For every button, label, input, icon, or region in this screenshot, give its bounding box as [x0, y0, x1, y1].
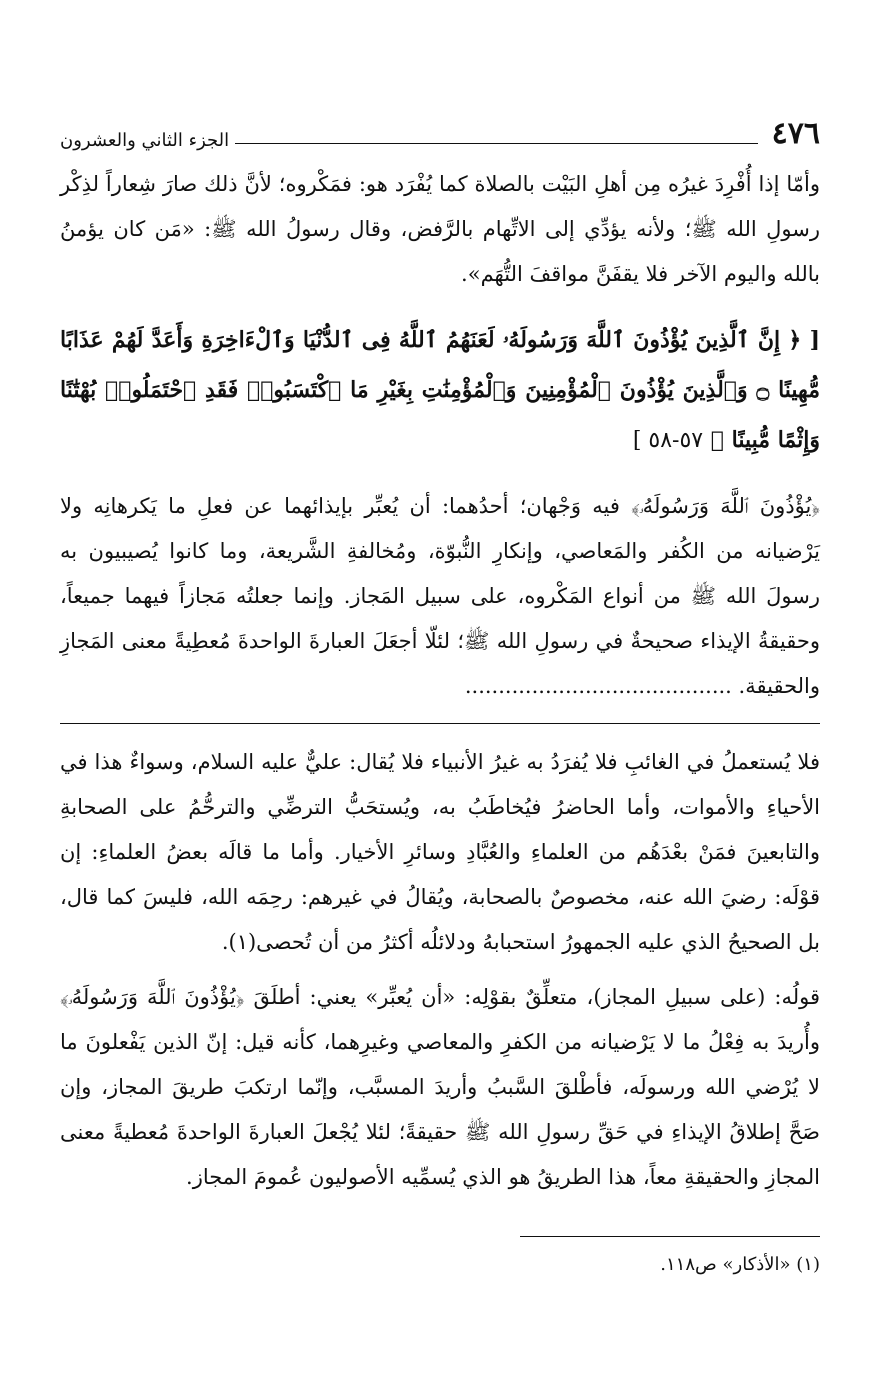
quran-verse: [ ﴿ إِنَّ ٱلَّذِينَ يُؤْذُونَ ٱللَّهَ وَرَسُولَهُۥ لَعَنَهُمُ ٱللَّهُ فِى ٱلدُّنْيَا وَٱلْءَاخِرَةِ وَأَعَدَّ لَهُمْ عَذَابًا مُّهِينًا ۝ وَٱلَّذِينَ يُؤْذُونَ ٱلْمُؤْمِنِينَ وَٱلْمُؤْمِنَٰتِ بِغَيْرِ مَا ٱكْتَسَبُوا۟ فَقَدِ ٱحْتَمَلُوا۟ بُهْتَٰنًا وَإِثْمًا مُّبِينًا ﴾	[60, 327, 820, 453]
footnote-rule	[520, 1236, 820, 1237]
note-paragraph-2: قولُه: (على سبيلِ المجاز)، متعلِّقٌ بقوْلِه: «أن يُعبِّر» يعني: أطلَقَ ﴿يُؤْذُونَ ٱللَّهَ وَرَسُولَهُۥ﴾ وأُريدَ به فِعْلُ ما لا يَرْضيانه من الكفرِ والمعاصي وغيرِهما، كأنه قيل: إنّ الذين يَفْعلونَ ما لا يُرْضي الله ورسولَه، فأطْلقَ السَّببُ وأريدَ المسبَّب، وإنّما ارتكبَ طريقَ المجاز، وإن صَحَّ إطلاقُ الإيذاءِ في حَقِّ رسولِ الله ﷺ حقيقةً؛ لئلا يُجْعلَ العبارةَ الواحدةَ مُعطيةً معنى المجازِ والحقيقةِ معاً، هذا الطريقُ هو الذي يُسمِّيه الأصوليون عُمومَ المجاز.	[60, 985, 820, 1189]
page-header	[60, 110, 820, 154]
page-number: ٤٧٦	[771, 116, 820, 151]
running-title: الجزء الثاني والعشرون	[60, 130, 230, 151]
commentary-dots: ........................................	[464, 674, 732, 698]
note-paragraph-1: فلا يُستعملُ في الغائبِ فلا يُفرَدُ به غيرُ الأنبياء فلا يُقال: عليٌّ عليه السلام، وسواءٌ هذا في الأحياءِ والأموات، وأما الحاضرُ فيُخاطَبُ به، ويُستحَبُّ الترضِّي والترحُّمُ على الصحابةِ والتابعينَ فمَنْ بعْدَهُم من العلماءِ والعُبَّادِ وسائرِ الأخيار. وأما ما قالَه بعضُ العلماءِ: إن قوْلَه: رضيَ الله عنه، مخصوصٌ بالصحابة، ويُقالُ في غيرهم: رحِمَه الله، فليسَ كما قال، بل الصحيحُ الذي عليه الجمهورُ استحبابهُ ودلائلُه أكثرُ من أن تُحصى(١).	[60, 750, 820, 954]
footnote: (١) «الأذكار» ص١١٨.	[660, 1254, 820, 1275]
header-rule	[235, 143, 758, 144]
document-page	[60, 110, 820, 1279]
main-paragraph: وأمّا إذا أُفْرِدَ غيرُه مِن أهلِ البَيْت بالصلاة كما يُفْرَد هو: فمَكْروه؛ لأنَّ ذلك صارَ شِعاراً لذِكْر رسولِ الله ﷺ؛ ولأنه يؤدِّي إلى الاتِّهام بالرَّفض، وقال رسولُ الله ﷺ: «مَن كان يؤمنُ بالله واليوم الآخر فلا يقفَنَّ مواقفَ التُّهَم».	[60, 172, 820, 286]
commentary-text: ﴿يُؤْذُونَ ٱللَّهَ وَرَسُولَهُۥ﴾ فيه وَجْهان؛ أحدُهما: أن يُعبِّر بإيذائهما عن فعلِ ما يَكرهانِه ولا يَرْضيانه من الكُفر والمَعاصي، وإنكارِ النُّبوّة، ومُخالفةِ الشَّريعة، وما كانوا يُصيبيون به رسولَ الله ﷺ من أنواع المَكْروه، على سبيل المَجاز. وإنما جعلتُه مَجازاً فيهما جميعاً، وحقيقةُ الإيذاء صحيحةٌ في رسولِ الله ﷺ؛ لئلّا أجعَلَ العبارةَ الواحدةَ مُعطِيةً معنى المَجازِ والحقيقة.	[60, 494, 820, 698]
notes-divider	[60, 723, 820, 724]
verse-reference: ٥٧-٥٨ ]	[632, 428, 704, 453]
quran-verse-block	[60, 315, 820, 466]
commentary-paragraph	[60, 484, 820, 709]
